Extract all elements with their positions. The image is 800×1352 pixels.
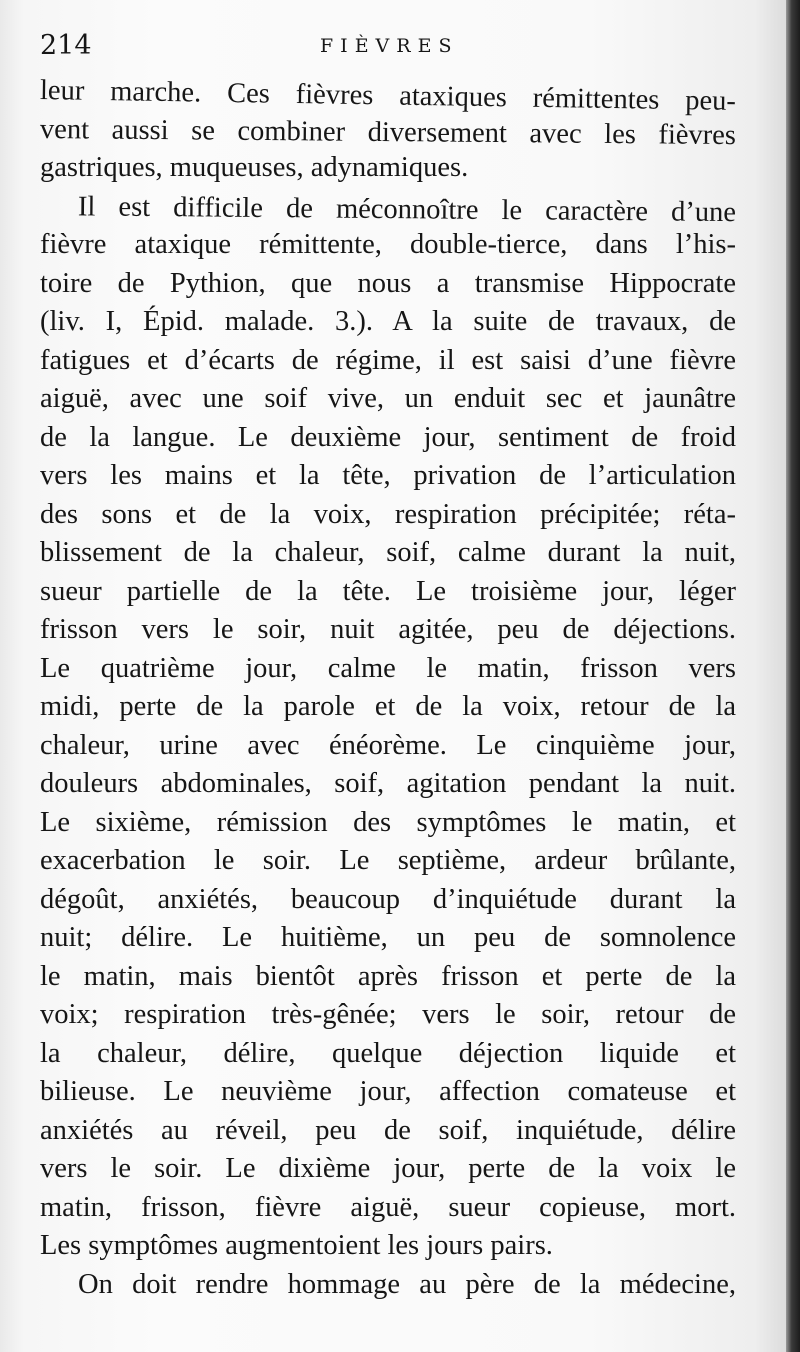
text-line: toire de Pythion, que nous a transmise Hippocrate bbox=[40, 267, 736, 299]
text-line: exacerbation le soir. Le septième, ardeur brûlante, bbox=[40, 845, 736, 876]
running-head bbox=[40, 28, 740, 68]
text-line: vers les mains et la tête, privation de l’articulation bbox=[40, 460, 736, 491]
text-line: vent aussi se combiner diversement avec les fièvres bbox=[39, 113, 737, 151]
text-line: anxiétés au réveil, peu de soif, inquiétude, délire bbox=[40, 1114, 736, 1146]
text-line: de la langue. Le deuxième jour, sentiment de froid bbox=[40, 421, 736, 453]
text-line: Les symptômes augmentoient les jours pairs. bbox=[40, 1230, 553, 1261]
text-line: frisson vers le soir, nuit agitée, peu de déjections. bbox=[40, 614, 736, 645]
body-text bbox=[40, 72, 736, 1304]
text-line: sueur partielle de la tête. Le troisième jour, léger bbox=[40, 575, 736, 607]
text-line: douleurs abdominales, soif, agitation pendant la nuit. bbox=[40, 768, 736, 799]
text-line: la chaleur, délire, quelque déjection liquide et bbox=[40, 1037, 736, 1069]
page-edge-shadow bbox=[786, 0, 800, 1352]
text-line: Il est difficile de méconnoître le caractère d’une bbox=[77, 190, 737, 228]
text-line: vers le soir. Le dixième jour, perte de la voix le bbox=[40, 1153, 736, 1184]
text-line: matin, frisson, fièvre aiguë, sueur copieuse, mort. bbox=[40, 1191, 736, 1223]
page-number: 214 bbox=[40, 30, 92, 61]
text-line: aiguë, avec une soif vive, un enduit sec et jaunâtre bbox=[40, 383, 736, 414]
text-line: (liv. I, Épid. malade. 3.). A la suite de travaux, de bbox=[40, 306, 736, 337]
text-line: gastriques, muqueuses, adynamiques. bbox=[40, 152, 469, 183]
text-line: On doit rendre hommage au père de la médecine, bbox=[78, 1268, 736, 1300]
text-line: chaleur, urine avec énéorème. Le cinquième jour, bbox=[40, 729, 736, 761]
text-line: leur marche. Ces fièvres ataxiques rémittentes peu- bbox=[39, 75, 737, 117]
text-line: dégoût, anxiétés, beaucoup d’inquiétude durant la bbox=[40, 883, 736, 915]
text-line: fatigues et d’écarts de régime, il est saisi d’une fièvre bbox=[40, 344, 736, 376]
running-title: FIÈVRES bbox=[320, 35, 459, 57]
text-line: bilieuse. Le neuvième jour, affection comateuse et bbox=[40, 1076, 736, 1107]
text-line: voix; respiration très-gênée; vers le soir, retour de bbox=[40, 999, 736, 1030]
text-line: Le sixième, rémission des symptômes le matin, et bbox=[40, 806, 736, 838]
text-line: blissement de la chaleur, soif, calme durant la nuit, bbox=[40, 537, 736, 568]
text-line: fièvre ataxique rémittente, double-tierce, dans l’his- bbox=[40, 229, 736, 260]
text-line: nuit; délire. Le huitième, un peu de somnolence bbox=[40, 922, 736, 953]
text-line: midi, perte de la parole et de la voix, retour de la bbox=[40, 691, 736, 722]
text-line: le matin, mais bientôt après frisson et perte de la bbox=[40, 960, 736, 992]
text-line: Le quatrième jour, calme le matin, frisson vers bbox=[40, 652, 736, 684]
text-line: des sons et de la voix, respiration précipitée; réta- bbox=[40, 498, 736, 530]
